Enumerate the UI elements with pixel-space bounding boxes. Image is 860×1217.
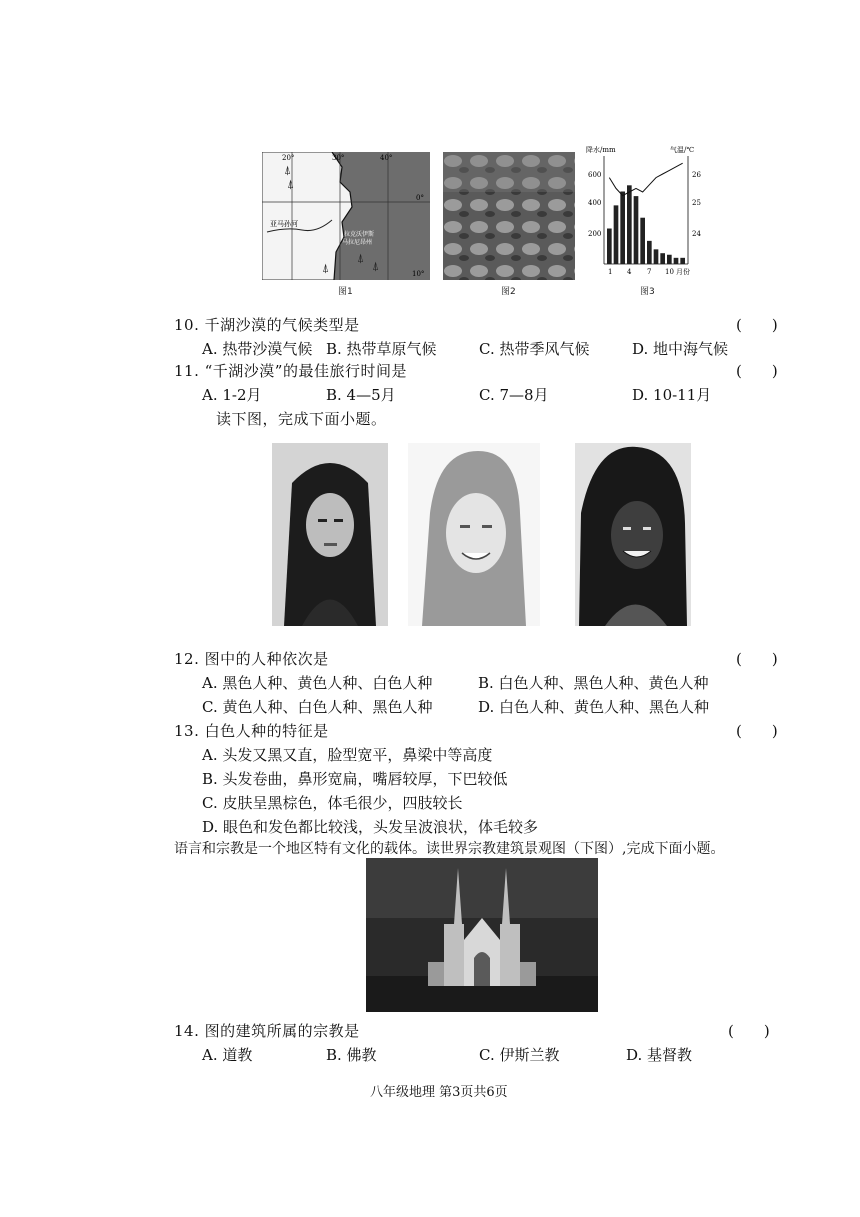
option-c[interactable]: C. 皮肤呈黑棕色，体毛很少，四肢较长: [202, 794, 463, 812]
option-d[interactable]: D. 眼色和发色都比较浅，头发呈波浪状，体毛较多: [202, 818, 539, 836]
map-lat-label: 10°: [412, 270, 425, 278]
x-tick-label: 4: [627, 268, 632, 276]
option-d[interactable]: D. 白色人种、黄色人种、黑色人种: [478, 698, 710, 716]
portrait-photo-1: [272, 443, 388, 626]
y2-tick-label: 26: [692, 171, 701, 179]
precipitation-bar: [614, 205, 619, 264]
option-c[interactable]: C. 黄色人种、白色人种、黑色人种: [202, 698, 433, 716]
option-a[interactable]: A. 热带沙漠气候: [202, 340, 313, 358]
climate-chart: [586, 144, 706, 297]
question-13-stem: 13. 白色人种的特征是: [174, 722, 329, 740]
svg-text:⍋: ⍋: [372, 259, 380, 273]
precipitation-bar: [674, 258, 679, 264]
option-a[interactable]: A. 1-2月: [202, 386, 262, 404]
x-tick-label: 1: [608, 268, 613, 276]
x-tick-label: 10: [665, 268, 674, 276]
y-tick-label: 600: [588, 171, 602, 179]
portrait-photo-2: [408, 443, 540, 626]
page-footer: 八年级地理 第3页共6页: [370, 1085, 508, 1100]
option-d[interactable]: D. 基督教: [626, 1046, 693, 1064]
svg-text:⍋: ⍋: [287, 177, 295, 191]
precipitation-bar: [607, 229, 612, 264]
answer-blank[interactable]: ( ): [736, 362, 778, 380]
svg-text:⍋: ⍋: [322, 261, 330, 275]
precipitation-bar: [640, 218, 645, 264]
instruction-text: 读下图，完成下面小题。: [216, 410, 387, 428]
portrait-photo-3: [575, 443, 691, 626]
map-figure: [262, 152, 430, 297]
figure-caption: 图1: [338, 287, 353, 297]
precipitation-bar: [620, 191, 625, 264]
precipitation-bar: [660, 253, 665, 264]
answer-blank[interactable]: ( ): [736, 316, 778, 334]
question-11-stem: 11. “千湖沙漠”的最佳旅行时间是: [174, 362, 407, 380]
climate-chart-svg: [586, 144, 706, 284]
answer-blank[interactable]: ( ): [736, 722, 778, 740]
y2-tick-label: 24: [692, 230, 701, 238]
temperature-line: [609, 163, 682, 195]
figure-caption: 图2: [501, 287, 516, 297]
question-12-stem: 12. 图中的人种依次是: [174, 650, 329, 668]
desert-photo-image: [443, 152, 575, 280]
y-tick-label: 200: [588, 230, 602, 238]
church-photo: [366, 858, 598, 1012]
river-label: 亚马孙河: [270, 220, 298, 228]
option-b[interactable]: B. 白色人种、黑色人种、黄色人种: [478, 674, 709, 692]
y2-tick-label: 25: [692, 199, 701, 207]
option-b[interactable]: B. 4—5月: [326, 386, 396, 404]
map-drawing: [262, 152, 430, 280]
place-label: 马拉尼昂州: [342, 239, 373, 246]
instruction-text: 语言和宗教是一个地区特有文化的载体。读世界宗教建筑景观图（下图）,完成下面小题。: [174, 841, 725, 857]
map-lon-label: 20°: [282, 154, 295, 162]
option-c[interactable]: C. 热带季风气候: [479, 340, 590, 358]
precipitation-bar: [627, 185, 632, 264]
answer-blank[interactable]: ( ): [736, 650, 778, 668]
question-10-stem: 10. 千湖沙漠的气候类型是: [174, 316, 360, 334]
portrait-image: [575, 443, 691, 626]
answer-blank[interactable]: ( ): [728, 1022, 770, 1040]
x-axis-label: 月份: [676, 268, 690, 276]
map-lat-label: 0°: [416, 194, 424, 202]
option-d[interactable]: D. 10-11月: [632, 386, 712, 404]
option-b[interactable]: B. 佛教: [326, 1046, 377, 1064]
svg-text:⍋: ⍋: [284, 163, 292, 177]
map-lon-label: 30°: [332, 154, 345, 162]
option-b[interactable]: B. 头发卷曲，鼻形宽扁，嘴唇较厚，下巴较低: [202, 770, 508, 788]
precipitation-bar: [680, 258, 685, 264]
option-b[interactable]: B. 热带草原气候: [326, 340, 437, 358]
portrait-image: [272, 443, 388, 626]
svg-text:⍋: ⍋: [357, 251, 365, 265]
precipitation-bar: [647, 241, 652, 264]
y2-axis-label: 气温/℃: [670, 146, 695, 154]
option-a[interactable]: A. 黑色人种、黄色人种、白色人种: [202, 674, 433, 692]
precipitation-bar: [654, 249, 659, 264]
question-14-stem: 14. 图的建筑所属的宗教是: [174, 1022, 360, 1040]
desert-photo: [443, 152, 575, 297]
map-lon-label: 40°: [380, 154, 393, 162]
x-tick-label: 7: [647, 268, 652, 276]
y-tick-label: 400: [588, 199, 602, 207]
church-image: [366, 858, 598, 1012]
portrait-image: [408, 443, 540, 626]
figure-caption: 图3: [640, 287, 655, 297]
option-a[interactable]: A. 道教: [202, 1046, 253, 1064]
option-d[interactable]: D. 地中海气候: [632, 340, 729, 358]
precipitation-bar: [667, 255, 672, 264]
option-a[interactable]: A. 头发又黑又直，脸型宽平，鼻梁中等高度: [202, 746, 493, 764]
place-label: 拉克沃伊斯: [344, 231, 375, 238]
option-c[interactable]: C. 7—8月: [479, 386, 549, 404]
precipitation-bar: [634, 196, 639, 264]
option-c[interactable]: C. 伊斯兰教: [479, 1046, 560, 1064]
y-axis-label: 降水/mm: [586, 146, 616, 154]
